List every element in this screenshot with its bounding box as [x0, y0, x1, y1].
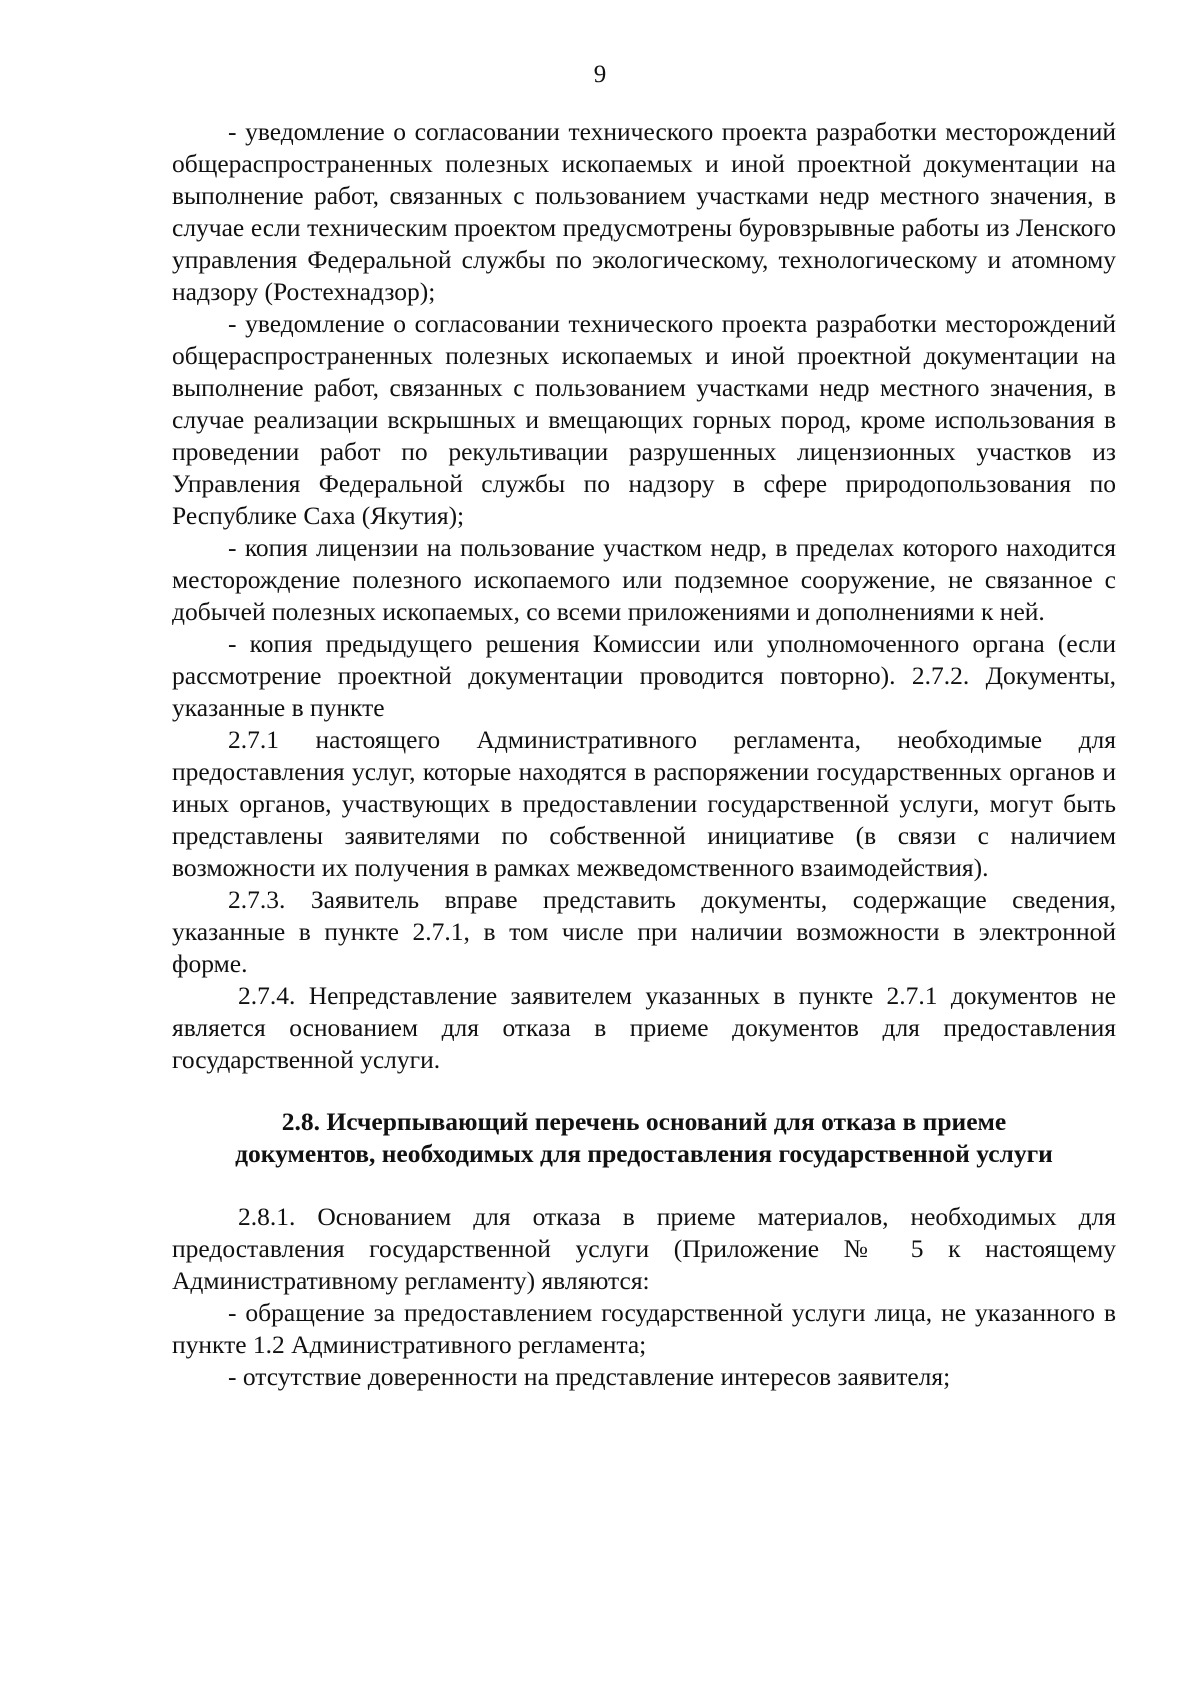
paragraph-previous-decision: - копия предыдущего решения Комиссии или уполномоченного органа (если рассмотрение проектной документации проводится повторно). 2.7.2. Документы, указанные в пункте	[172, 629, 1116, 722]
paragraph-2-7-1-documents: 2.7.1 настоящего Административного регламента, необходимые для предоставления услуг, которые находятся в распоряжении государственных органов и иных органов, участвующих в предоставлении государственной услуги, могут быть представлены заявителями по собственной инициативе (в связи с наличием возможности их получения в рамках межведомственного взаимодействия).	[172, 725, 1116, 882]
section-heading	[172, 1106, 1116, 1170]
page-number: 9	[593, 61, 607, 88]
document-body	[172, 116, 1116, 1393]
paragraph-rostekhnadzor-notice: - уведомление о согласовании технического проекта разработки месторождений общераспространенных полезных ископаемых и иной проектной документации на выполнение работ, связанных с пользованием участками недр местного значения, в случае если техническим проектом предусмотрены буровзрывные работы из Ленского управления Федеральной службы по экологическому, технологическому и атомному надзору (Ростехнадзор);	[172, 117, 1116, 306]
paragraph-2-7-3: 2.7.3. Заявитель вправе представить документы, содержащие сведения, указанные в пункте 2.7.1, в том числе при наличии возможности в электронной форме.	[172, 885, 1116, 978]
paragraph-license-copy: - копия лицензии на пользование участком недр, в пределах которого находится месторождение полезного ископаемого или подземное сооружение, не связанное с добычей полезных ископаемых, со всеми приложениями и дополнениями к ней.	[172, 533, 1116, 626]
paragraph-rosprirodnadzor-notice: - уведомление о согласовании технического проекта разработки месторождений общераспространенных полезных ископаемых и иной проектной документации на выполнение работ, связанных с пользованием участками недр местного значения, в случае реализации вскрышных и вмещающих горных пород, кроме использования в проведении работ по рекультивации разрушенных лицензионных участков из Управления Федеральной службы по надзору в сфере природопользования по Республике Саха (Якутия);	[172, 309, 1116, 530]
paragraph-refusal-reason-power-of-attorney: - отсутствие доверенности на представление интересов заявителя;	[228, 1362, 951, 1391]
paragraph-2-7-4: 2.7.4. Непредставление заявителем указанных в пункте 2.7.1 документов не является основанием для отказа в приеме документов для предоставления государственной услуги.	[172, 981, 1116, 1074]
paragraph-2-8-1: 2.8.1. Основанием для отказа в приеме материалов, необходимых для предоставления государственной услуги (Приложение № 5 к настоящему Административному регламенту) являются:	[172, 1202, 1116, 1295]
section-heading-line-2: документов, необходимых для предоставления государственной услуги	[235, 1139, 1053, 1168]
section-heading-line-1: 2.8. Исчерпывающий перечень оснований для отказа в приеме	[281, 1107, 1007, 1136]
paragraph-refusal-reason-applicant: - обращение за предоставлением государственной услуги лица, не указанного в пункте 1.2 Административного регламента;	[172, 1298, 1116, 1359]
